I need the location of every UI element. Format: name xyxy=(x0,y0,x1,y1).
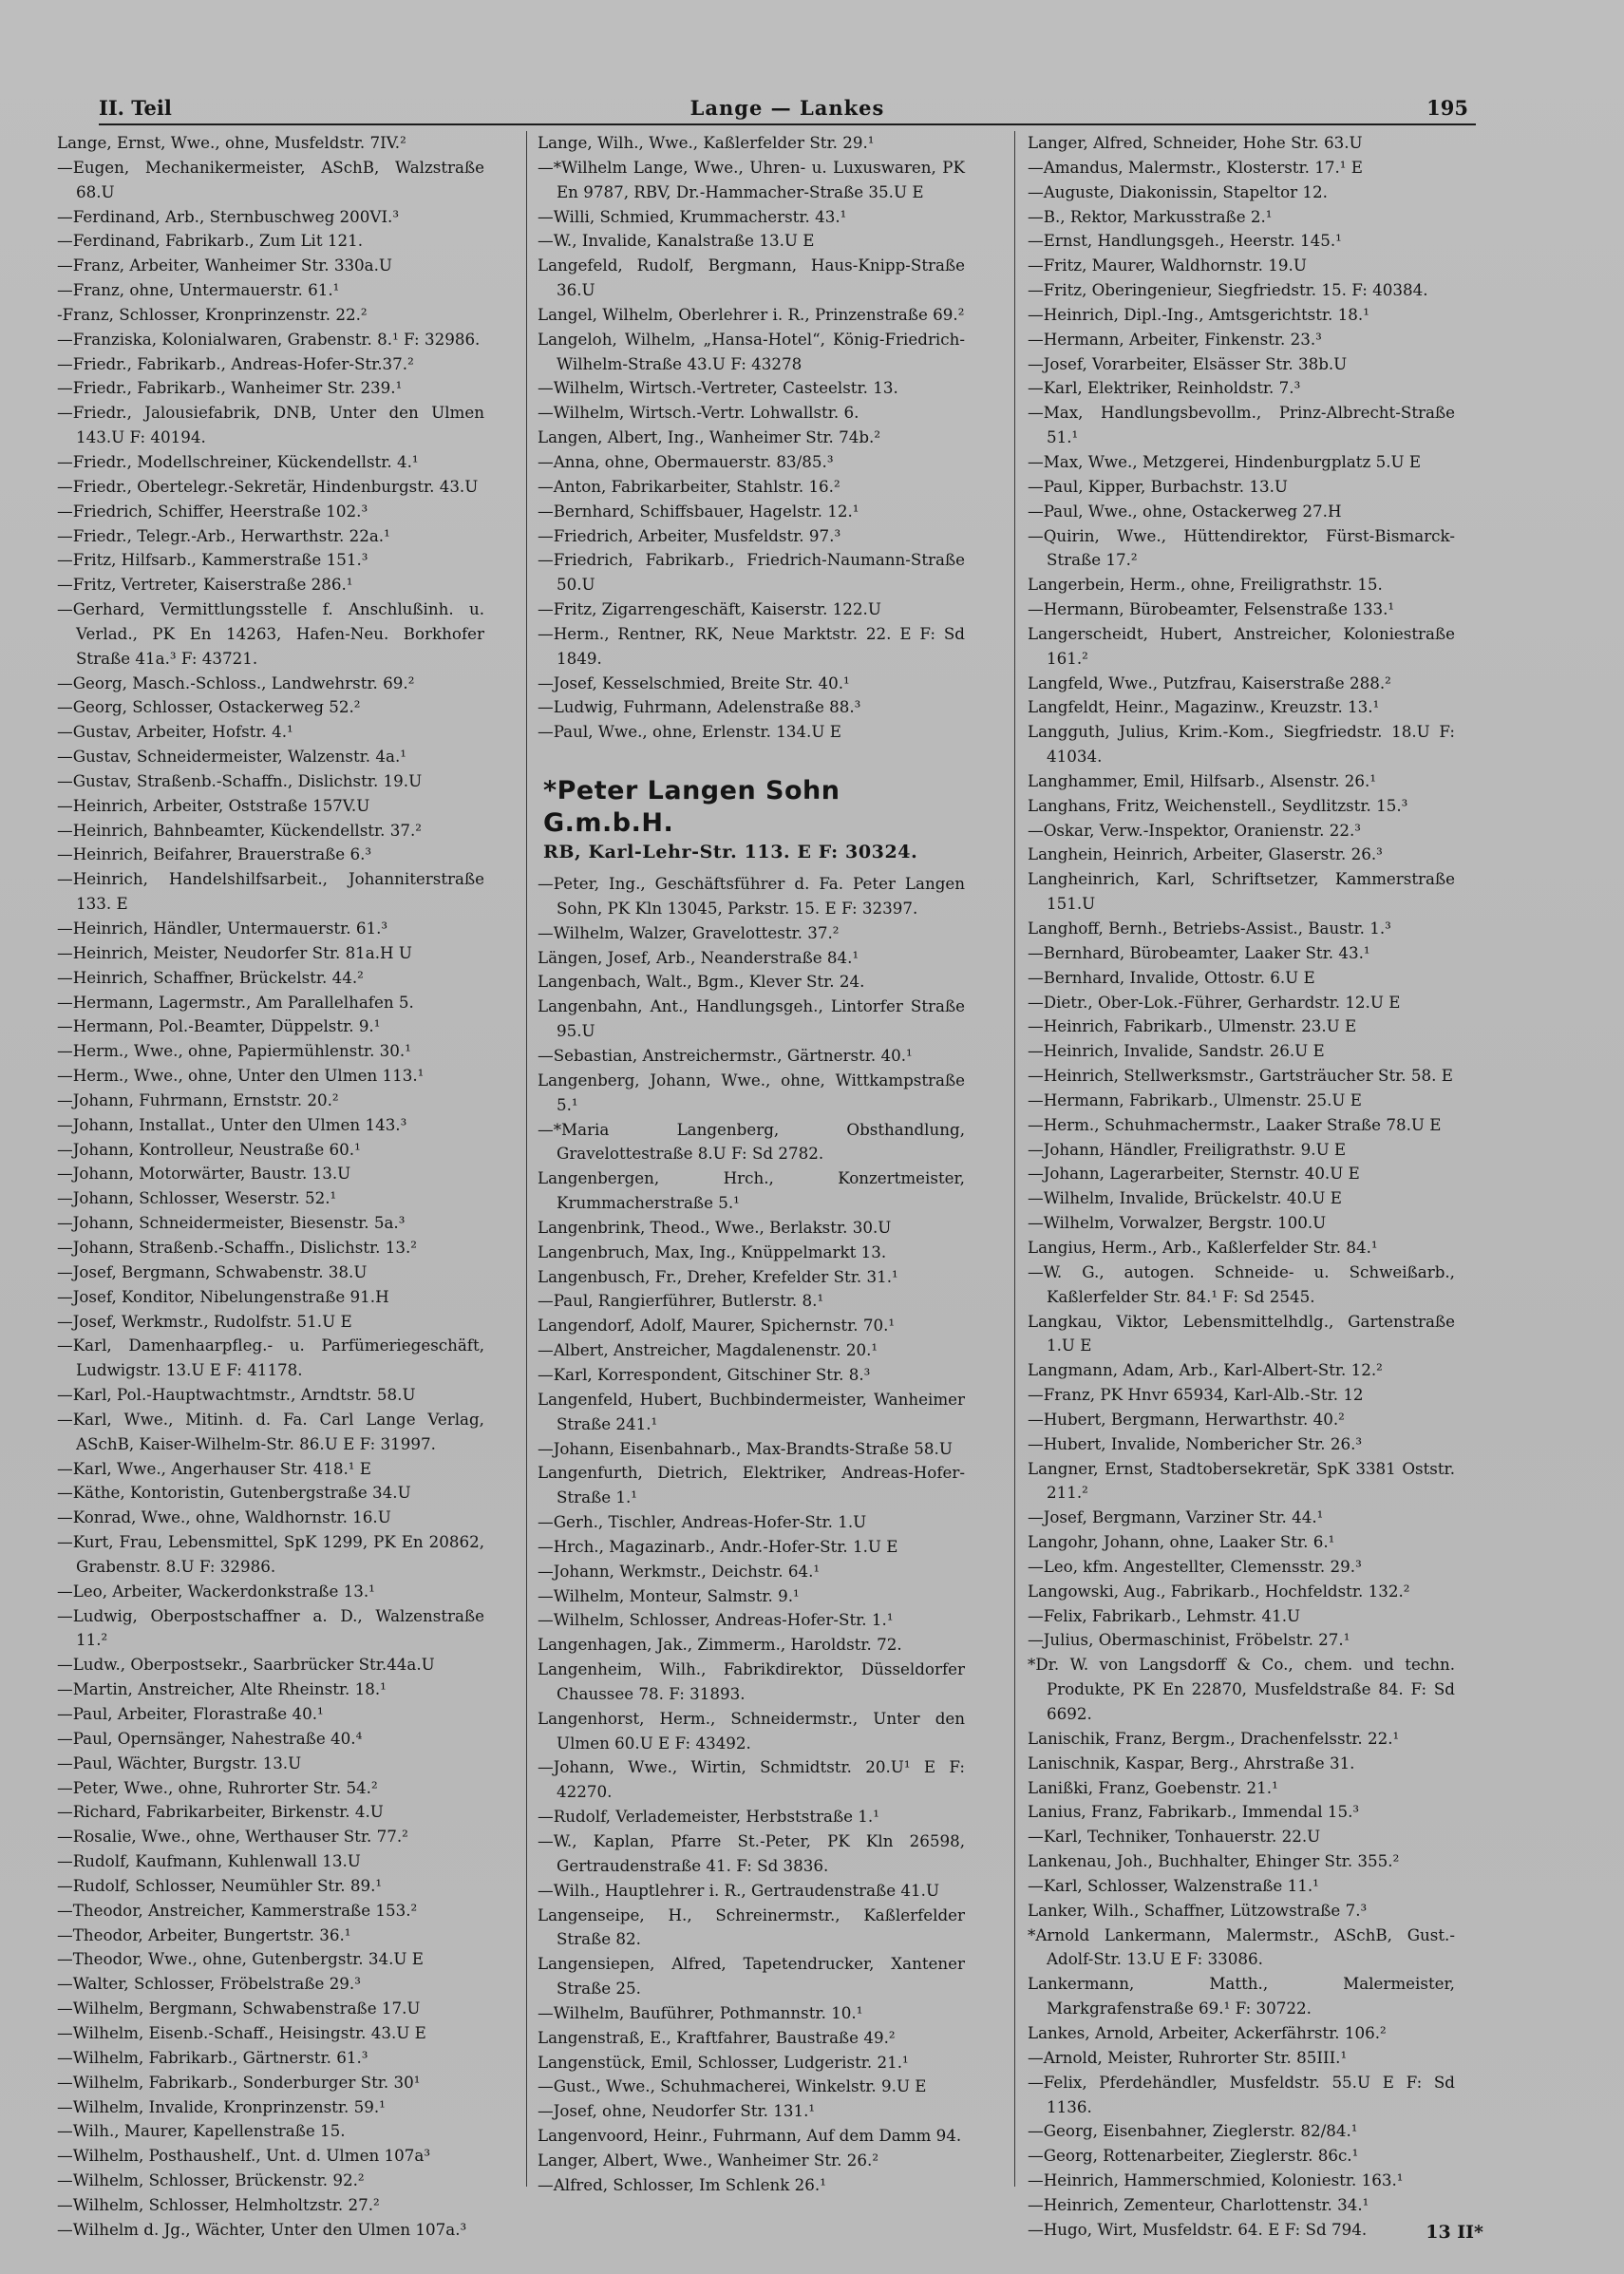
directory-entry: —Paul, Wwe., ohne, Ostackerweg 27.H xyxy=(1028,501,1342,521)
directory-entry: —Gustav, Straßenb.-Schaffn., Dislichstr. 19.U xyxy=(57,770,423,790)
directory-entry: —Fritz, Oberingenieur, Siegfriedstr. 15. F: 40384. xyxy=(1028,280,1428,300)
directory-entry: —Ludw., Oberpostsekr., Saarbrücker Str.44a.U xyxy=(57,1655,435,1675)
directory-entry: —Ludwig, Fuhrmann, Adelenstraße 88.³ xyxy=(538,697,861,717)
directory-entry: -Franz, Schlosser, Kronprinzenstr. 22.² xyxy=(57,304,368,324)
directory-entry: —Hermann, Lagermstr., Am Parallelhafen 5. xyxy=(57,992,414,1012)
directory-entry: —Theodor, Wwe., ohne, Gutenbergstr. 34.U E xyxy=(57,1949,424,1969)
directory-entry: —Karl, Techniker, Tonhauerstr. 22.U xyxy=(1028,1827,1321,1847)
directory-entry: —Friedrich, Schiffer, Heerstraße 102.³ xyxy=(57,501,368,521)
part-label: II. Teil xyxy=(99,96,172,120)
column-2-lower xyxy=(538,872,965,2198)
column-2-upper xyxy=(538,131,965,745)
directory-entry: —Wilhelm d. Jg., Wächter, Unter den Ulmen 107a.³ xyxy=(57,2219,467,2239)
directory-entry: Langenberg, Johann, Wwe., ohne, Wittkampstraße 5.¹ xyxy=(538,1070,965,1114)
directory-entry: —Oskar, Verw.-Inspektor, Oranienstr. 22.³ xyxy=(1028,820,1362,840)
directory-entry: —Paul, Wächter, Burgstr. 13.U xyxy=(57,1753,302,1772)
directory-entry: —Paul, Kipper, Burbachstr. 13.U xyxy=(1028,476,1288,496)
directory-entry: —Martin, Anstreicher, Alte Rheinstr. 18.¹ xyxy=(57,1679,387,1699)
directory-entry: Langerbein, Herm., ohne, Freiligrathstr. 15. xyxy=(1028,575,1383,595)
directory-entry: —Friedrich, Fabrikarb., Friedrich-Naumann-Straße 50.U xyxy=(538,550,965,595)
directory-entry: —Wilhelm, Fabrikarb., Gärtnerstr. 61.³ xyxy=(57,2047,368,2067)
directory-entry: Langenbrink, Theod., Wwe., Berlakstr. 30.U xyxy=(538,1217,892,1237)
directory-entry: —Richard, Fabrikarbeiter, Birkenstr. 4.U xyxy=(57,1802,384,1822)
directory-entry: —Konrad, Wwe., ohne, Waldhornstr. 16.U xyxy=(57,1507,391,1527)
column-rule-2 xyxy=(1014,131,1015,2187)
directory-entry: —Heinrich, Stellwerksmstr., Gartsträucher Str. 58. E xyxy=(1028,1066,1453,1086)
directory-entry: —Johann, Installat., Unter den Ulmen 143.³ xyxy=(57,1114,407,1134)
directory-entry: —Friedr., Telegr.-Arb., Herwarthstr. 22a.¹ xyxy=(57,525,390,545)
directory-entry: Lanißki, Franz, Goebenstr. 21.¹ xyxy=(1028,1777,1278,1797)
directory-entry: Langowski, Aug., Fabrikarb., Hochfeldstr. 132.² xyxy=(1028,1581,1410,1601)
directory-entry: —Wilhelm, Bergmann, Schwabenstraße 17.U xyxy=(57,1999,421,2018)
directory-entry: —Johann, Lagerarbeiter, Sternstr. 40.U E xyxy=(1028,1164,1360,1184)
directory-entry: —*Maria Langenberg, Obsthandlung, Gravelottestraße 8.U F: Sd 2782. xyxy=(538,1119,965,1164)
page-header xyxy=(99,91,1476,125)
directory-entry: Langenbruch, Max, Ing., Knüppelmarkt 13. xyxy=(538,1241,887,1261)
directory-entry: —Rudolf, Schlosser, Neumühler Str. 89.¹ xyxy=(57,1875,383,1895)
directory-entry: —Heinrich, Invalide, Sandstr. 26.U E xyxy=(1028,1041,1325,1061)
directory-entry: Langner, Ernst, Stadtobersekretär, SpK 3381 Oststr. 211.² xyxy=(1028,1458,1455,1503)
running-head: Lange — Lankes xyxy=(689,96,885,120)
directory-entry: —Walter, Schlosser, Fröbelstraße 29.³ xyxy=(57,1974,361,1994)
directory-entry: —Heinrich, Bahnbeamter, Kückendellstr. 37.² xyxy=(57,820,422,840)
directory-entry: Langohr, Johann, ohne, Laaker Str. 6.¹ xyxy=(1028,1532,1335,1552)
directory-entry: —Josef, Vorarbeiter, Elsässer Str. 38b.U xyxy=(1028,353,1348,373)
directory-entry: Langenheim, Wilh., Fabrikdirektor, Düsseldorfer Chaussee 78. F: 31893. xyxy=(538,1659,965,1703)
directory-entry: Langenbusch, Fr., Dreher, Krefelder Str. 31.¹ xyxy=(538,1266,898,1286)
directory-entry: —Johann, Motorwärter, Baustr. 13.U xyxy=(57,1164,351,1184)
column-1 xyxy=(57,131,484,2243)
directory-entry: —Heinrich, Handelshilfsarbeit., Johanniterstraße 133. E xyxy=(57,869,484,914)
directory-entry: —Franz, Arbeiter, Wanheimer Str. 330a.U xyxy=(57,256,392,275)
directory-entry: —Johann, Werkmstr., Deichstr. 64.¹ xyxy=(538,1561,821,1581)
directory-entry: —Hubert, Invalide, Nombericher Str. 26.³ xyxy=(1028,1433,1363,1453)
directory-entry: —Paul, Opernsänger, Nahestraße 40.⁴ xyxy=(57,1728,363,1748)
directory-entry: —Heinrich, Zementeur, Charlottenstr. 34.¹ xyxy=(1028,2194,1369,2214)
directory-entry: —W., Kaplan, Pfarre St.-Peter, PK Kln 26598, Gertraudenstraße 41. F: Sd 3836. xyxy=(538,1831,965,1875)
directory-entry: —Friedr., Jalousiefabrik, DNB, Unter den Ulmen 143.U F: 40194. xyxy=(57,403,484,447)
directory-entry: —Johann, Eisenbahnarb., Max-Brandts-Straße 58.U xyxy=(538,1438,953,1458)
directory-entry: —Max, Handlungsbevollm., Prinz-Albrecht-Straße 51.¹ xyxy=(1028,403,1455,447)
directory-entry: —Friedr., Modellschreiner, Kückendellstr. 4.¹ xyxy=(57,451,419,471)
directory-entry: —Gustav, Schneidermeister, Walzenstr. 4a.¹ xyxy=(57,747,406,767)
directory-entry: —Josef, Bergmann, Varziner Str. 44.¹ xyxy=(1028,1507,1324,1527)
directory-entry: —Johann, Wwe., Wirtin, Schmidtstr. 20.U¹ E F: 42270. xyxy=(538,1757,965,1802)
directory-entry: —Johann, Schneidermeister, Biesenstr. 5a.³ xyxy=(57,1213,406,1233)
directory-entry: —Hermann, Arbeiter, Finkenstr. 23.³ xyxy=(1028,329,1322,349)
directory-entry: —Johann, Straßenb.-Schaffn., Dislichstr. 13.² xyxy=(57,1237,417,1257)
directory-entry: —Karl, Elektriker, Reinholdstr. 7.³ xyxy=(1028,378,1301,398)
directory-entry: Langeloh, Wilhelm, „Hansa-Hotel“, König-Friedrich-Wilhelm-Straße 43.U F: 43278 xyxy=(538,329,965,373)
directory-entry: —Hrch., Magazinarb., Andr.-Hofer-Str. 1.U E xyxy=(538,1536,898,1556)
directory-entry: —W. G., autogen. Schneide- u. Schweißarb., Kaßlerfelder Str. 84.¹ F: Sd 2545. xyxy=(1028,1261,1455,1306)
directory-entry: Lankenau, Joh., Buchhalter, Ehinger Str. 355.² xyxy=(1028,1851,1400,1871)
directory-entry: —Ferdinand, Arb., Sternbuschweg 200VI.³ xyxy=(57,206,400,226)
directory-entry: —Leo, Arbeiter, Wackerdonkstraße 13.¹ xyxy=(57,1581,375,1601)
directory-entry: —Wilhelm, Schlosser, Brückenstr. 92.² xyxy=(57,2170,365,2190)
directory-entry: —Ludwig, Oberpostschaffner a. D., Walzenstraße 11.² xyxy=(57,1605,484,1650)
directory-entry: —Johann, Fuhrmann, Ernststr. 20.² xyxy=(57,1090,339,1109)
directory-entry: Langensiepen, Alfred, Tapetendrucker, Xantener Straße 25. xyxy=(538,1954,965,1999)
directory-entry: —Friedr., Obertelegr.-Sekretär, Hindenburgstr. 43.U xyxy=(57,476,479,496)
directory-entry: Langel, Wilhelm, Oberlehrer i. R., Prinzenstraße 69.² xyxy=(538,304,965,324)
directory-entry: —Heinrich, Meister, Neudorfer Str. 81a.H U xyxy=(57,942,412,962)
directory-entry: —Heinrich, Fabrikarb., Ulmenstr. 23.U E xyxy=(1028,1016,1357,1036)
directory-entry: —Josef, Kesselschmied, Breite Str. 40.¹ xyxy=(538,673,850,692)
directory-entry: —Wilhelm, Wirtsch.-Vertr. Lohwallstr. 6. xyxy=(538,403,859,423)
directory-entry: —Georg, Eisenbahner, Zieglerstr. 82/84.¹ xyxy=(1028,2121,1358,2141)
directory-entry: Langenhagen, Jak., Zimmerm., Haroldstr. 72. xyxy=(538,1635,902,1655)
directory-entry: —Auguste, Diakonissin, Stapeltor 12. xyxy=(1028,181,1328,201)
directory-entry: —Arnold, Meister, Ruhrorter Str. 85III.¹ xyxy=(1028,2047,1348,2067)
directory-entry: —Bernhard, Schiffsbauer, Hagelstr. 12.¹ xyxy=(538,501,859,521)
directory-entry: —Heinrich, Händler, Untermauerstr. 61.³ xyxy=(57,919,388,938)
directory-entry: —Karl, Damenhaarpfleg.- u. Parfümeriegeschäft, Ludwigstr. 13.U E F: 41178. xyxy=(57,1336,484,1380)
directory-entry: —Wilhelm, Monteur, Salmstr. 9.¹ xyxy=(538,1585,800,1605)
directory-entry: *Arnold Lankermann, Malermstr., ASchB, Gust.-Adolf-Str. 13.U E F: 33086. xyxy=(1028,1924,1455,1969)
directory-entry: —Wilhelm, Invalide, Kronprinzenstr. 59.¹ xyxy=(57,2096,386,2116)
directory-entry: Langerscheidt, Hubert, Anstreicher, Koloniestraße 161.² xyxy=(1028,623,1455,668)
directory-entry: —Wilhelm, Walzer, Gravelottestr. 37.² xyxy=(538,922,840,942)
directory-entry: Lankes, Arnold, Arbeiter, Ackerfährstr. 106.² xyxy=(1028,2022,1387,2042)
directory-entry: Lange, Ernst, Wwe., ohne, Musfeldstr. 7IV.² xyxy=(57,133,406,152)
directory-entry: —Bernhard, Bürobeamter, Laaker Str. 43.¹ xyxy=(1028,942,1370,962)
directory-entry: —Theodor, Arbeiter, Bungertstr. 36.¹ xyxy=(57,1924,351,1944)
directory-entry: —Herm., Schuhmachermstr., Laaker Straße 78.U E xyxy=(1028,1114,1442,1134)
directory-entry: —Wilhelm, Bauführer, Pothmannstr. 10.¹ xyxy=(538,2002,863,2022)
directory-entry: —Karl, Wwe., Mitinh. d. Fa. Carl Lange Verlag, ASchB, Kaiser-Wilhelm-Str. 86.U E F: 31997. xyxy=(57,1409,484,1453)
directory-entry: Langenstück, Emil, Schlosser, Ludgeristr. 21.¹ xyxy=(538,2052,909,2072)
directory-entry: —*Wilhelm Lange, Wwe., Uhren- u. Luxuswaren, PK En 9787, RBV, Dr.-Hammacher-Straße 35.U E xyxy=(538,157,965,201)
directory-entry: Langendorf, Adolf, Maurer, Spichernstr. 70.¹ xyxy=(538,1316,896,1336)
directory-entry: —Wilhelm, Fabrikarb., Sonderburger Str. 30¹ xyxy=(57,2072,421,2092)
directory-entry: —Wilhelm, Vorwalzer, Bergstr. 100.U xyxy=(1028,1213,1327,1233)
directory-entry: —Kurt, Frau, Lebensmittel, SpK 1299, PK En 20862, Grabenstr. 8.U F: 32986. xyxy=(57,1532,484,1576)
directory-entry: —Gerh., Tischler, Andreas-Hofer-Str. 1.U xyxy=(538,1512,867,1532)
directory-entry: —Wilhelm, Schlosser, Helmholtzstr. 27.² xyxy=(57,2194,380,2214)
directory-entry: Langefeld, Rudolf, Bergmann, Haus-Knipp-Straße 36.U xyxy=(538,256,965,300)
directory-entry: Langhans, Fritz, Weichenstell., Seydlitzstr. 15.³ xyxy=(1028,795,1408,815)
directory-entry: —Felix, Fabrikarb., Lehmstr. 41.U xyxy=(1028,1605,1301,1625)
directory-entry: —Hermann, Fabrikarb., Ulmenstr. 25.U E xyxy=(1028,1090,1362,1109)
ad-address: RB, Karl-Lehr-Str. 113. E F: 30324. xyxy=(543,842,918,863)
directory-entry: —Karl, Schlosser, Walzenstraße 11.¹ xyxy=(1028,1875,1319,1895)
directory-entry: —Quirin, Wwe., Hüttendirektor, Fürst-Bismarck-Straße 17.² xyxy=(1028,525,1455,570)
directory-entry: —Anna, ohne, Obermauerstr. 83/85.³ xyxy=(538,451,834,471)
directory-entry: Lankermann, Matth., Malermeister, Markgrafenstraße 69.¹ F: 30722. xyxy=(1028,1974,1455,2018)
directory-entry: —Franz, PK Hnvr 65934, Karl-Alb.-Str. 12 xyxy=(1028,1385,1364,1405)
directory-entry: —Franz, ohne, Untermauerstr. 61.¹ xyxy=(57,280,340,300)
directory-entry: —Georg, Rottenarbeiter, Zieglerstr. 86c.¹ xyxy=(1028,2146,1359,2166)
directory-entry: —Ernst, Handlungsgeh., Heerstr. 145.¹ xyxy=(1028,231,1342,251)
ad-company-name: *Peter Langen Sohn G.m.b.H. xyxy=(543,776,840,839)
signature-mark: 13 II* xyxy=(1426,2222,1483,2243)
directory-entry: —Josef, ohne, Neudorfer Str. 131.¹ xyxy=(538,2101,816,2121)
directory-entry: —Amandus, Malermstr., Klosterstr. 17.¹ E xyxy=(1028,157,1363,177)
directory-entry: Lanischik, Franz, Bergm., Drachenfelsstr. 22.¹ xyxy=(1028,1728,1400,1748)
directory-entry: Langhein, Heinrich, Arbeiter, Glaserstr. 26.³ xyxy=(1028,844,1383,864)
directory-entry: Langenstraß, E., Kraftfahrer, Baustraße 49.² xyxy=(538,2027,896,2047)
advertisement xyxy=(543,775,965,864)
directory-entry: —Karl, Wwe., Angerhauser Str. 418.¹ E xyxy=(57,1458,371,1478)
directory-entry: —Fritz, Hilfsarb., Kammerstraße 151.³ xyxy=(57,550,368,570)
directory-entry: —Wilh., Hauptlehrer i. R., Gertraudenstraße 41.U xyxy=(538,1880,940,1900)
directory-entry: —Hugo, Wirt, Musfeldstr. 64. E F: Sd 794. xyxy=(1028,2219,1368,2239)
column-2 xyxy=(538,131,965,2198)
directory-entry: Lanischnik, Kaspar, Berg., Ahrstraße 31. xyxy=(1028,1753,1355,1772)
directory-entry: —Paul, Rangierführer, Butlerstr. 8.¹ xyxy=(538,1291,824,1311)
directory-entry: Langfeld, Wwe., Putzfrau, Kaiserstraße 288.² xyxy=(1028,673,1391,692)
directory-entry: —Johann, Händler, Freiligrathstr. 9.U E xyxy=(1028,1139,1347,1159)
directory-entry: Langenfurth, Dietrich, Elektriker, Andreas-Hofer-Straße 1.¹ xyxy=(538,1463,965,1507)
directory-entry: —Anton, Fabrikarbeiter, Stahlstr. 16.² xyxy=(538,476,840,496)
directory-entry: —Franziska, Kolonialwaren, Grabenstr. 8.¹ F: 32986. xyxy=(57,329,481,349)
directory-entry: —Hubert, Bergmann, Herwarthstr. 40.² xyxy=(1028,1409,1345,1429)
directory-entry: —Georg, Masch.-Schloss., Landwehrstr. 69.² xyxy=(57,673,415,692)
directory-entry: —Bernhard, Invalide, Ottostr. 6.U E xyxy=(1028,967,1315,987)
directory-entry: —Alfred, Schlosser, Im Schlenk 26.¹ xyxy=(538,2174,826,2194)
directory-entry: Langguth, Julius, Krim.-Kom., Siegfriedstr. 18.U F: 41034. xyxy=(1028,722,1455,767)
directory-entry: —Johann, Kontrolleur, Neustraße 60.¹ xyxy=(57,1139,361,1159)
directory-entry: Lanker, Wilh., Schaffner, Lützowstraße 7.³ xyxy=(1028,1900,1368,1920)
directory-entry: —Hermann, Bürobeamter, Felsenstraße 133.¹ xyxy=(1028,599,1395,619)
directory-entry: —Felix, Pferdehändler, Musfeldstr. 55.U E F: Sd 1136. xyxy=(1028,2072,1455,2116)
directory-entry: —Wilhelm, Invalide, Brückelstr. 40.U E xyxy=(1028,1188,1342,1208)
directory-entry: —Peter, Wwe., ohne, Ruhrorter Str. 54.² xyxy=(57,1777,378,1797)
directory-entry: Langenseipe, H., Schreinermstr., Kaßlerfelder Straße 82. xyxy=(538,1904,965,1949)
directory-entry: —Karl, Pol.-Hauptwachtmstr., Arndtstr. 58.U xyxy=(57,1385,416,1405)
directory-entry: —Friedr., Fabrikarb., Andreas-Hofer-Str.37.² xyxy=(57,353,414,373)
directory-entry: Langenbach, Walt., Bgm., Klever Str. 24. xyxy=(538,972,865,992)
directory-entry: —Leo, kfm. Angestellter, Clemensstr. 29.³ xyxy=(1028,1556,1362,1576)
directory-entry: —Heinrich, Schaffner, Brückelstr. 44.² xyxy=(57,967,364,987)
directory-entry: —Theodor, Anstreicher, Kammerstraße 153.² xyxy=(57,1900,418,1920)
directory-entry: —Peter, Ing., Geschäftsführer d. Fa. Peter Langen Sohn, PK Kln 13045, Parkstr. 15. E F: 32397. xyxy=(538,874,965,918)
directory-entry: Langius, Herm., Arb., Kaßlerfelder Str. 84.¹ xyxy=(1028,1237,1378,1257)
directory-entry: Langfeldt, Heinr., Magazinw., Kreuzstr. 13.¹ xyxy=(1028,697,1380,717)
directory-entry: —Gust., Wwe., Schuhmacherei, Winkelstr. 9.U E xyxy=(538,2076,927,2096)
directory-entry: —Paul, Wwe., ohne, Erlenstr. 134.U E xyxy=(538,722,841,742)
directory-entry: —Friedr., Fabrikarb., Wanheimer Str. 239.¹ xyxy=(57,378,403,398)
directory-entry: Längen, Josef, Arb., Neanderstraße 84.¹ xyxy=(538,947,859,967)
directory-entry: Langenhorst, Herm., Schneidermstr., Unter den Ulmen 60.U E F: 43492. xyxy=(538,1708,965,1753)
directory-entry: —Gerhard, Vermittlungsstelle f. Anschlußinh. u. Verlad., PK En 14263, Hafen-Neu. Borkhofer Straße 41a.³ F: 43721. xyxy=(57,599,484,668)
directory-entry: —Käthe, Kontoristin, Gutenbergstraße 34.U xyxy=(57,1483,411,1503)
directory-entry: Langhoff, Bernh., Betriebs-Assist., Baustr. 1.³ xyxy=(1028,919,1391,938)
directory-entry: —Heinrich, Hammerschmied, Koloniestr. 163.¹ xyxy=(1028,2170,1404,2190)
directory-entry: —Gustav, Arbeiter, Hofstr. 4.¹ xyxy=(57,722,293,742)
directory-entry: —Heinrich, Beifahrer, Brauerstraße 6.³ xyxy=(57,844,372,864)
column-3 xyxy=(1028,131,1455,2243)
directory-entry: —Paul, Arbeiter, Florastraße 40.¹ xyxy=(57,1704,324,1723)
directory-entry: —Hermann, Pol.-Beamter, Düppelstr. 9.¹ xyxy=(57,1016,381,1036)
directory-entry: —Eugen, Mechanikermeister, ASchB, Walzstraße 68.U xyxy=(57,157,484,201)
directory-entry: —Wilh., Maurer, Kapellenstraße 15. xyxy=(57,2121,346,2141)
directory-entry: —Julius, Obermaschinist, Fröbelstr. 27.¹ xyxy=(1028,1630,1350,1650)
directory-entry: —Wilhelm, Wirtsch.-Vertreter, Casteelstr. 13. xyxy=(538,378,898,398)
directory-entry: —Rudolf, Verlademeister, Herbststraße 1.¹ xyxy=(538,1807,879,1827)
directory-entry: —Josef, Werkmstr., Rudolfstr. 51.U E xyxy=(57,1311,352,1331)
directory-entry: —Rosalie, Wwe., ohne, Werthauser Str. 77.² xyxy=(57,1827,408,1847)
directory-entry: —Albert, Anstreicher, Magdalenenstr. 20.¹ xyxy=(538,1340,878,1360)
directory-entry: Langer, Alfred, Schneider, Hohe Str. 63.U xyxy=(1028,133,1363,152)
directory-entry: —Fritz, Vertreter, Kaiserstraße 286.¹ xyxy=(57,575,353,595)
directory-entry: Langen, Albert, Ing., Wanheimer Str. 74b.² xyxy=(538,427,881,447)
page-number: 195 xyxy=(1426,96,1468,120)
directory-entry: Langmann, Adam, Arb., Karl-Albert-Str. 12.² xyxy=(1028,1360,1383,1380)
directory-entry: —Wilhelm, Posthaushelf., Unt. d. Ulmen 107a³ xyxy=(57,2146,431,2166)
directory-entry: —Ferdinand, Fabrikarb., Zum Lit 121. xyxy=(57,231,364,251)
directory-entry: —Herm., Wwe., ohne, Papiermühlenstr. 30.¹ xyxy=(57,1041,411,1061)
directory-entry: —Fritz, Maurer, Waldhornstr. 19.U xyxy=(1028,256,1307,275)
directory-entry: —Max, Wwe., Metzgerei, Hindenburgplatz 5.U E xyxy=(1028,451,1422,471)
directory-entry: —W., Invalide, Kanalstraße 13.U E xyxy=(538,231,815,251)
directory-entry: —Rudolf, Kaufmann, Kuhlenwall 13.U xyxy=(57,1851,361,1871)
directory-entry: Langheinrich, Karl, Schriftsetzer, Kammerstraße 151.U xyxy=(1028,869,1455,914)
directory-entry: Langenbahn, Ant., Handlungsgeh., Lintorfer Straße 95.U xyxy=(538,996,965,1041)
directory-entry: —Georg, Schlosser, Ostackerweg 52.² xyxy=(57,697,361,717)
directory-entry: —Dietr., Ober-Lok.-Führer, Gerhardstr. 12.U E xyxy=(1028,992,1401,1012)
column-rule-1 xyxy=(526,131,527,2187)
directory-entry: Langkau, Viktor, Lebensmittelhdlg., Gartenstraße 1.U E xyxy=(1028,1311,1455,1355)
directory-entry: —Sebastian, Anstreichermstr., Gärtnerstr. 40.¹ xyxy=(538,1046,913,1065)
directory-entry: Langenbergen, Hrch., Konzertmeister, Krummacherstraße 5.¹ xyxy=(538,1168,965,1213)
directory-entry: —Wilhelm, Schlosser, Andreas-Hofer-Str. 1.¹ xyxy=(538,1610,894,1630)
directory-entry: *Dr. W. von Langsdorff & Co., chem. und techn. Produkte, PK En 22870, Musfeldstraße 84. F: Sd 6692. xyxy=(1028,1655,1455,1723)
directory-entry: —Josef, Bergmann, Schwabenstr. 38.U xyxy=(57,1261,368,1281)
directory-entry: —Johann, Schlosser, Weserstr. 52.¹ xyxy=(57,1188,337,1208)
directory-entry: —Fritz, Zigarrengeschäft, Kaiserstr. 122.U xyxy=(538,599,881,619)
directory-entry: —Friedrich, Arbeiter, Musfeldstr. 97.³ xyxy=(538,525,841,545)
directory-entry: —Herm., Rentner, RK, Neue Marktstr. 22. E F: Sd 1849. xyxy=(538,623,965,668)
directory-entry: —Josef, Konditor, Nibelungenstraße 91.H xyxy=(57,1286,389,1306)
directory-entry: Langenvoord, Heinr., Fuhrmann, Auf dem Damm 94. xyxy=(538,2126,962,2146)
directory-entry: Langenfeld, Hubert, Buchbindermeister, Wanheimer Straße 241.¹ xyxy=(538,1389,965,1433)
directory-entry: —Heinrich, Dipl.-Ing., Amtsgerichtstr. 18.¹ xyxy=(1028,304,1369,324)
directory-entry: Langer, Albert, Wwe., Wanheimer Str. 26.² xyxy=(538,2150,879,2170)
directory-entry: —B., Rektor, Markusstraße 2.¹ xyxy=(1028,206,1273,226)
directory-entry: —Karl, Korrespondent, Gitschiner Str. 8.³ xyxy=(538,1364,871,1384)
directory-entry: —Wilhelm, Eisenb.-Schaff., Heisingstr. 43.U E xyxy=(57,2022,426,2042)
directory-entry: —Willi, Schmied, Krummacherstr. 43.¹ xyxy=(538,206,847,226)
directory-entry: —Heinrich, Arbeiter, Oststraße 157V.U xyxy=(57,795,370,815)
directory-entry: Langhammer, Emil, Hilfsarb., Alsenstr. 26.¹ xyxy=(1028,770,1377,790)
directory-entry: Lange, Wilh., Wwe., Kaßlerfelder Str. 29.¹ xyxy=(538,133,875,152)
directory-entry: Lanius, Franz, Fabrikarb., Immendal 15.³ xyxy=(1028,1802,1360,1822)
directory-entry: —Herm., Wwe., ohne, Unter den Ulmen 113.¹ xyxy=(57,1066,425,1086)
